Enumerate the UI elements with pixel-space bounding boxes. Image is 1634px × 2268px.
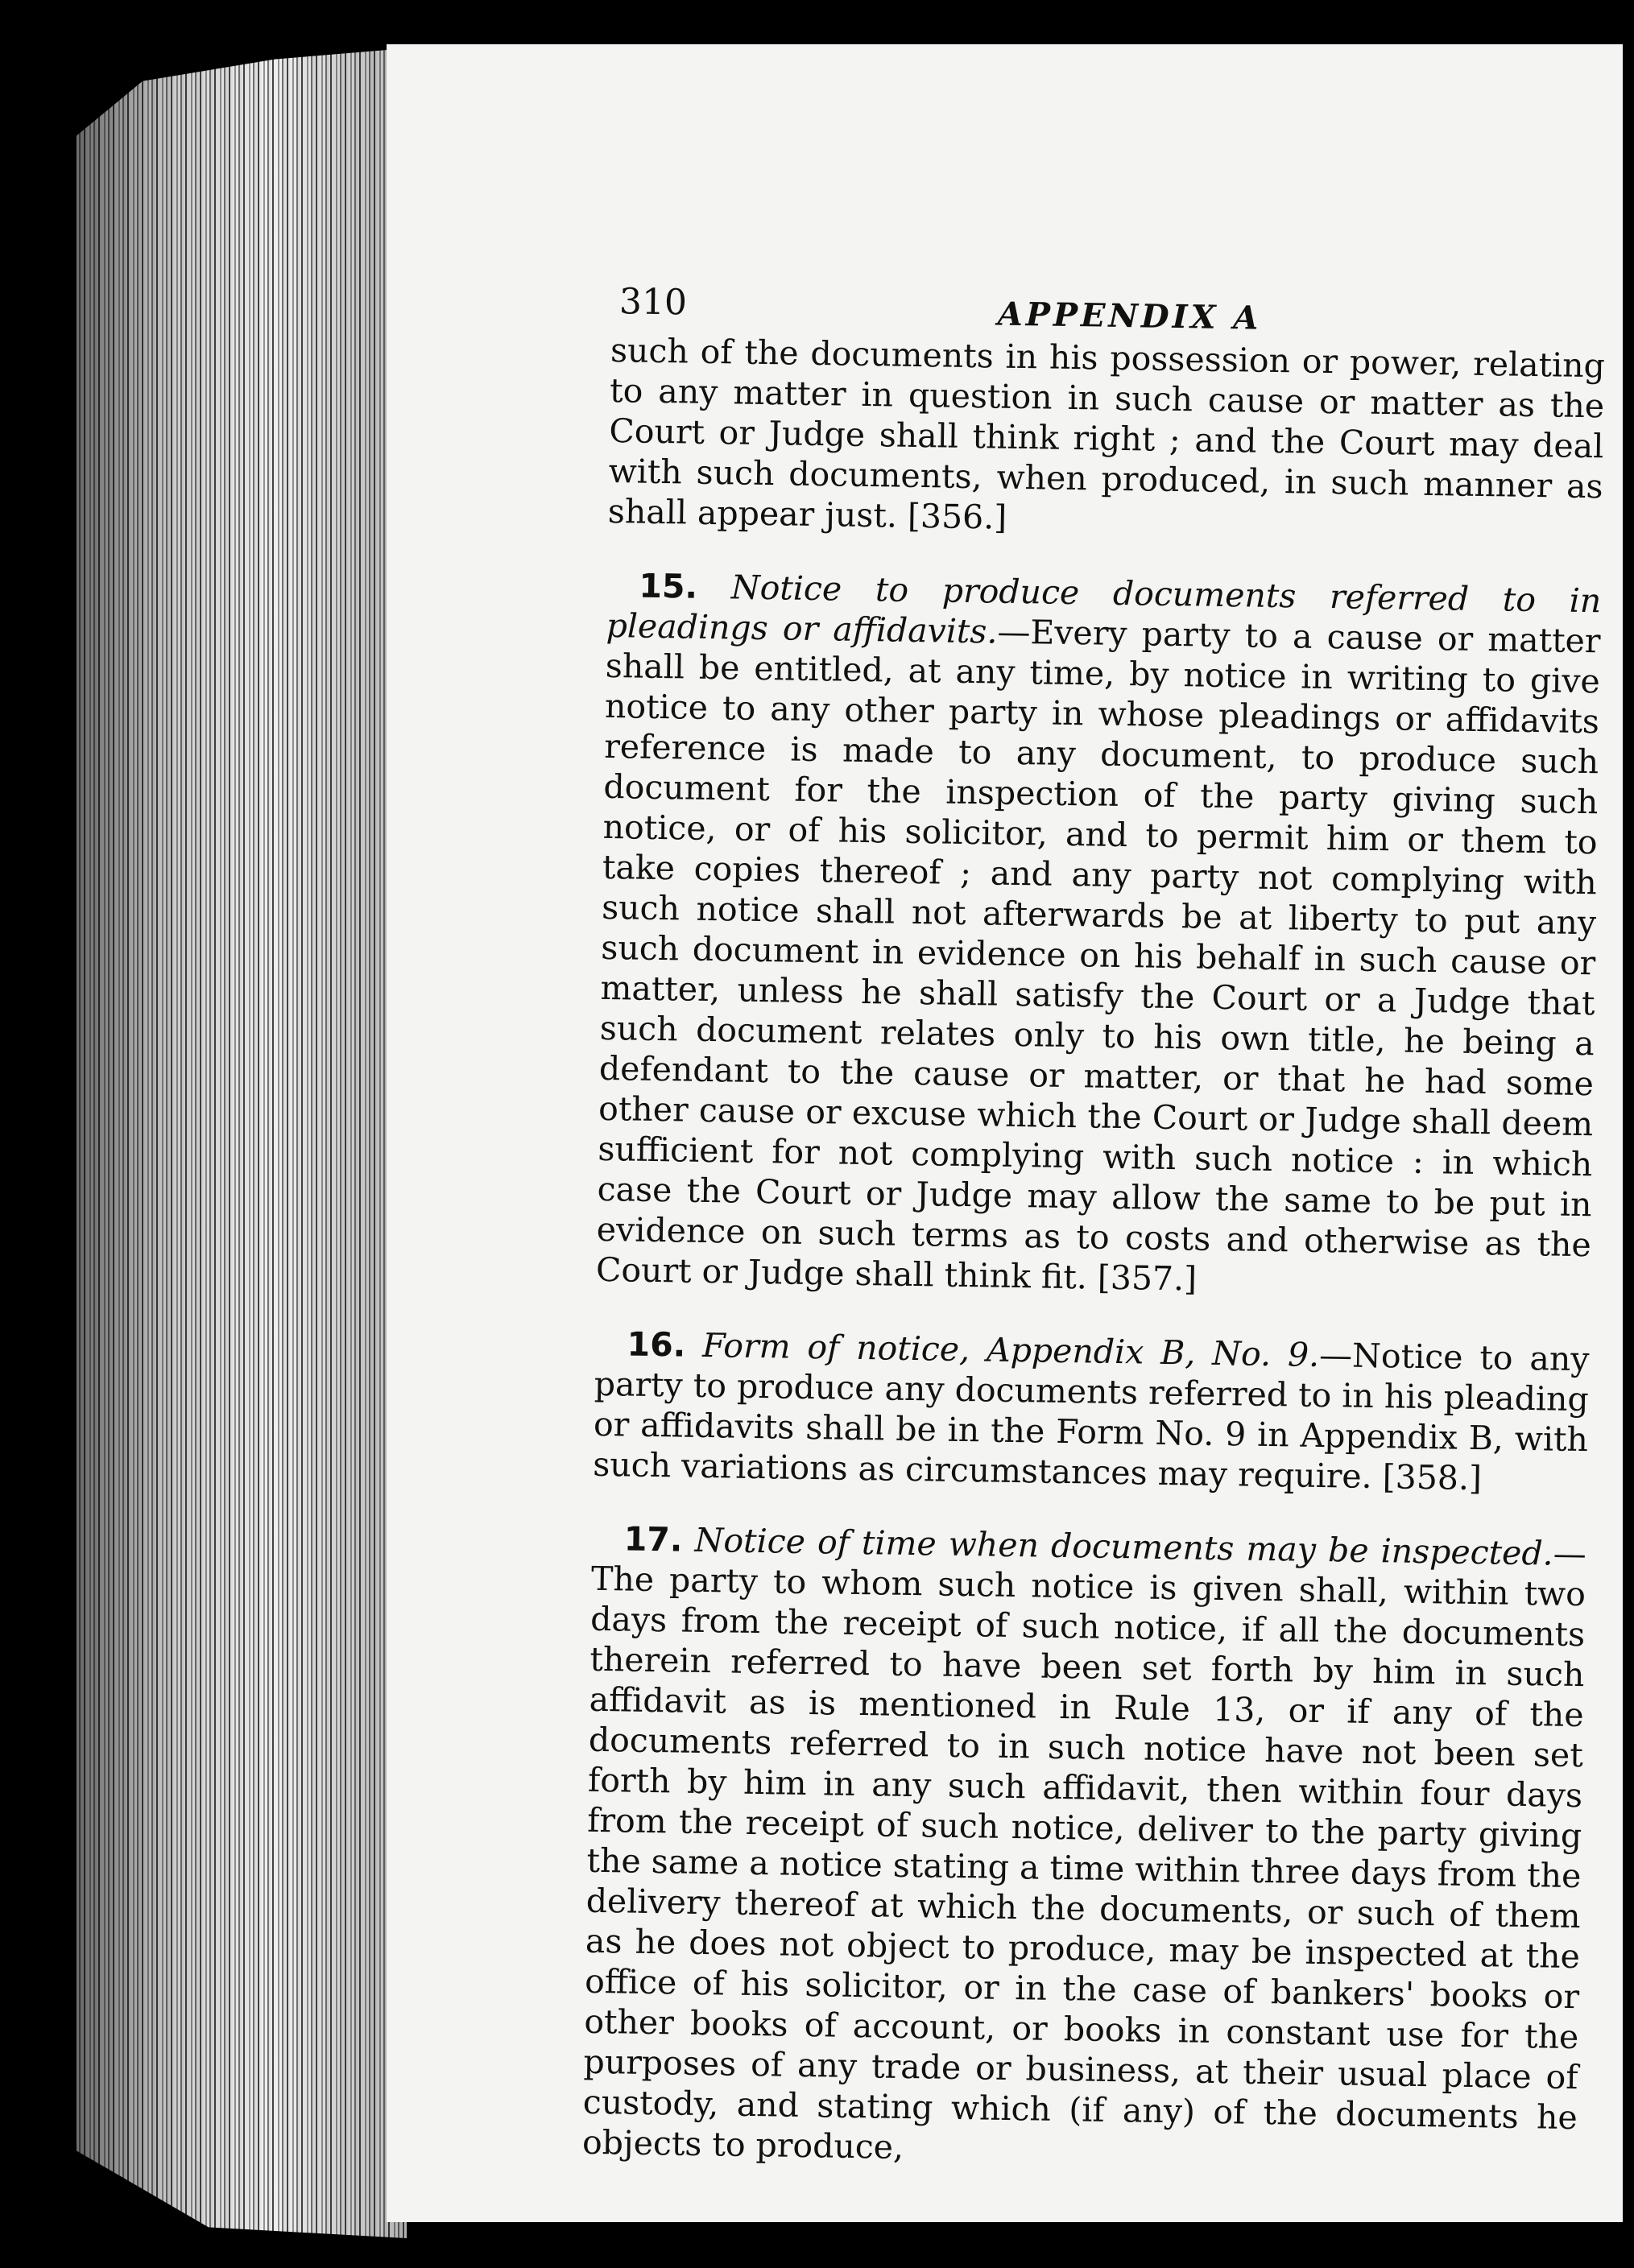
rule-number: 15. xyxy=(639,566,698,606)
rule-15-paragraph xyxy=(596,565,1602,1305)
running-head: APPENDIX A xyxy=(997,295,1262,337)
page-text-block xyxy=(582,250,1607,2178)
rule-body: —The party to whom such notice is given shall, within two days from the receipt of such notice, if all the documents therein referred to have been set forth by him in such affidavit as is mentioned in Rule 13, or if any of the documents referred to in such notice have not been set forth by him in any such affidavit, then within four days from the receipt of such notice, deliver to the party giving the same a notice stating a time within three days from the delivery thereof at which the documents, or such of them as he does not object to produce, may be inspected at the office of his solicitor, or in the case of bankers' books or other books of account, or books in constant use for the purposes of any trade or business, at their usual place of custody, and stating which (if any) of the documents he objects to produce, xyxy=(581,1534,1587,2167)
page-edge-shadow xyxy=(77,48,407,2238)
rule-heading: Notice of time when documents may be inspected. xyxy=(694,1520,1554,1573)
rule-heading: Form of notice, Appendix B, No. 9. xyxy=(701,1325,1320,1374)
rule-heading: Notice to produce documents referred to in pleadings or affidavits. xyxy=(606,568,1602,651)
rule-16-paragraph xyxy=(593,1324,1590,1500)
paragraph-body: such of the documents in his possession or power, relating to any matter in question in such cause or matter as the Court or Judge shall think right ; and the Court may deal with such documents, when produced, in such manner as shall appear just. [356.] xyxy=(607,330,1606,537)
rule-17-paragraph xyxy=(582,1518,1586,2178)
rule-number: 17. xyxy=(623,1519,683,1560)
page-header xyxy=(610,250,1606,345)
rule-body: —Notice to any party to produce any documents referred to in his pleading or affidavits shall be in the Form No. 9 in Appendix B, with such variations as circumstances may require. [358.] xyxy=(592,1335,1590,1498)
paragraph-continuation xyxy=(608,330,1606,547)
book-page xyxy=(387,44,1623,2222)
rule-body: —Every party to a cause or matter shall be entitled, at any time, by notice in writing to give notice to any other party in whose pleadings or affidavits reference is made to any document, to produce such document for the inspection of the party giving such notice, or of his solicitor, and to permit him or them to take copies thereof ; and any party not complying with such notice shall not afterwards be at liberty to put any such document in evidence on his behalf in such cause or matter, unless he shall satisfy the Court or a Judge that such document relates only to his own title, he being a defendant to the cause or matter, or that he had some other cause or excuse which the Court or Judge shall deem sufficient for not complying with such notice : in which case the Court or Judge may allow the same to be put in evidence on such terms as to costs and otherwise as the Court or Judge shall think fit. [357.] xyxy=(595,612,1601,1299)
rule-number: 16. xyxy=(627,1324,686,1365)
page-number: 310 xyxy=(618,281,688,324)
